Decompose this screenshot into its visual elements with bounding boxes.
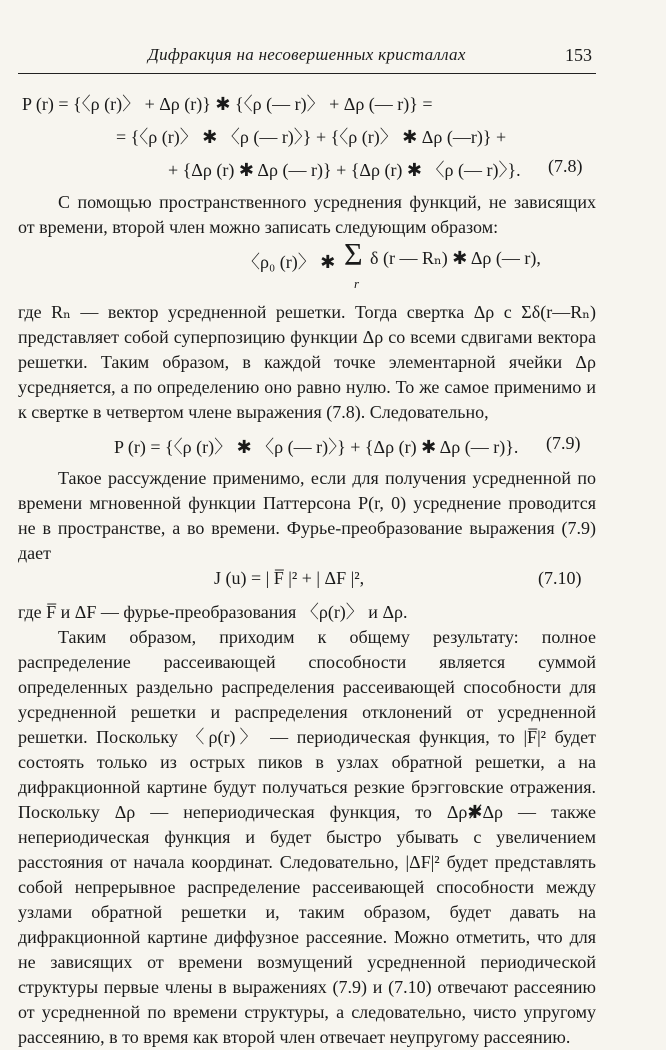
header-title: Дифракция на несовершенных кристаллах xyxy=(148,45,466,64)
summation-sign: Σ xyxy=(344,236,363,272)
paragraph-1: С помощью пространственного усреднения функций, не зависящих от времени, второй член можно записать следующим образом: xyxy=(18,192,596,237)
running-header xyxy=(148,45,598,69)
equation-7-9-number: (7.9) xyxy=(546,433,581,453)
equation-7-10: J (u) = | F̅ |² + | ΔF |², xyxy=(214,568,365,588)
paragraph-5: Таким образом, приходим к общему результату: полное распределение рассеивающей способности является суммой определенных раздельно распределения рассеивающей способности для усредненной решетки и распределения отклонений от усредненной решетки. Поскольку 〈ρ(r)〉 — периодическая функция, то |F̅|² будет состоять только из острых пиков в узлах обратной решетки, а на дифракционной картине будут получаться резкие брэгговские отражения. Поскольку Δρ — непериодическая функция, то Δρ✱̸Δρ — также непериодическая функция и будет быстро убывать с увеличением расстояния от начала координат. Следовательно, |ΔF|² будет представлять собой непрерывное распределение рассеивающей способности между узлами обратной решетки и, таким образом, будет давать на дифракционной картине диффузное рассеяние. Можно отметить, что для не зависящих от времени возмущений усредненной периодической структуры первые члены в выражениях (7.9) и (7.10) отвечают рассеянию от усредненной по времени структуры, а следовательно, чисто упругому рассеянию, в то время как второй член отвечает неупругому рассеянию. xyxy=(18,627,596,1047)
equation-7-9: P (r) = {〈ρ (r)〉 ✱ 〈ρ (— r)〉} + {Δρ (r) ✱ Δρ (— r)}. xyxy=(114,437,519,457)
sum-equation-lhs: 〈ρ₀ (r)〉 ✱ xyxy=(242,252,336,272)
sum-equation-rhs: δ (r — Rₙ) ✱ Δρ (— r), xyxy=(370,248,541,268)
paragraph-2: где Rₙ — вектор усредненной решетки. Тогда свертка Δρ с Σδ(r—Rₙ) представляет собой суперпозицию функции Δρ со всеми сдвигами вектора решетки. Таким образом, в каждой точке элементарной ячейки Δρ усредняется, а по определению оно равно нулю. То же самое применимо и к свертке в четвертом члене выражения (7.8). Следовательно, xyxy=(18,302,596,422)
equation-7-8-line-2: = {〈ρ (r)〉 ✱ 〈ρ (— r)〉} + {〈ρ (r)〉 ✱ Δρ (—r)} + xyxy=(116,127,507,147)
equation-7-8-number: (7.8) xyxy=(548,156,583,176)
page-number: 153 xyxy=(565,45,592,65)
equation-7-10-number: (7.10) xyxy=(538,568,582,588)
summation-index: r xyxy=(354,276,360,291)
equation-7-8-line-3: + {Δρ (r) ✱ Δρ (— r)} + {Δρ (r) ✱ 〈ρ (— r)〉}. xyxy=(168,160,521,180)
equation-7-8-line-1: P (r) = {〈ρ (r)〉 + Δρ (r)} ✱ {〈ρ (— r)〉 + Δρ (— r)} = xyxy=(22,94,433,114)
paragraph-4: где F̅ и ΔF — фурье-преобразования 〈ρ(r)〉 и Δρ. xyxy=(18,602,408,622)
sum-equation xyxy=(242,236,602,296)
book-page xyxy=(18,0,596,1047)
paragraph-3: Такое рассуждение применимо, если для получения усредненной по времени мгновенной функции Паттерсона P(r, 0) усреднение проводится не в пространстве, а во времени. Фурье-преобразование выражения (7.9) дает xyxy=(18,468,596,563)
header-rule xyxy=(18,73,596,74)
